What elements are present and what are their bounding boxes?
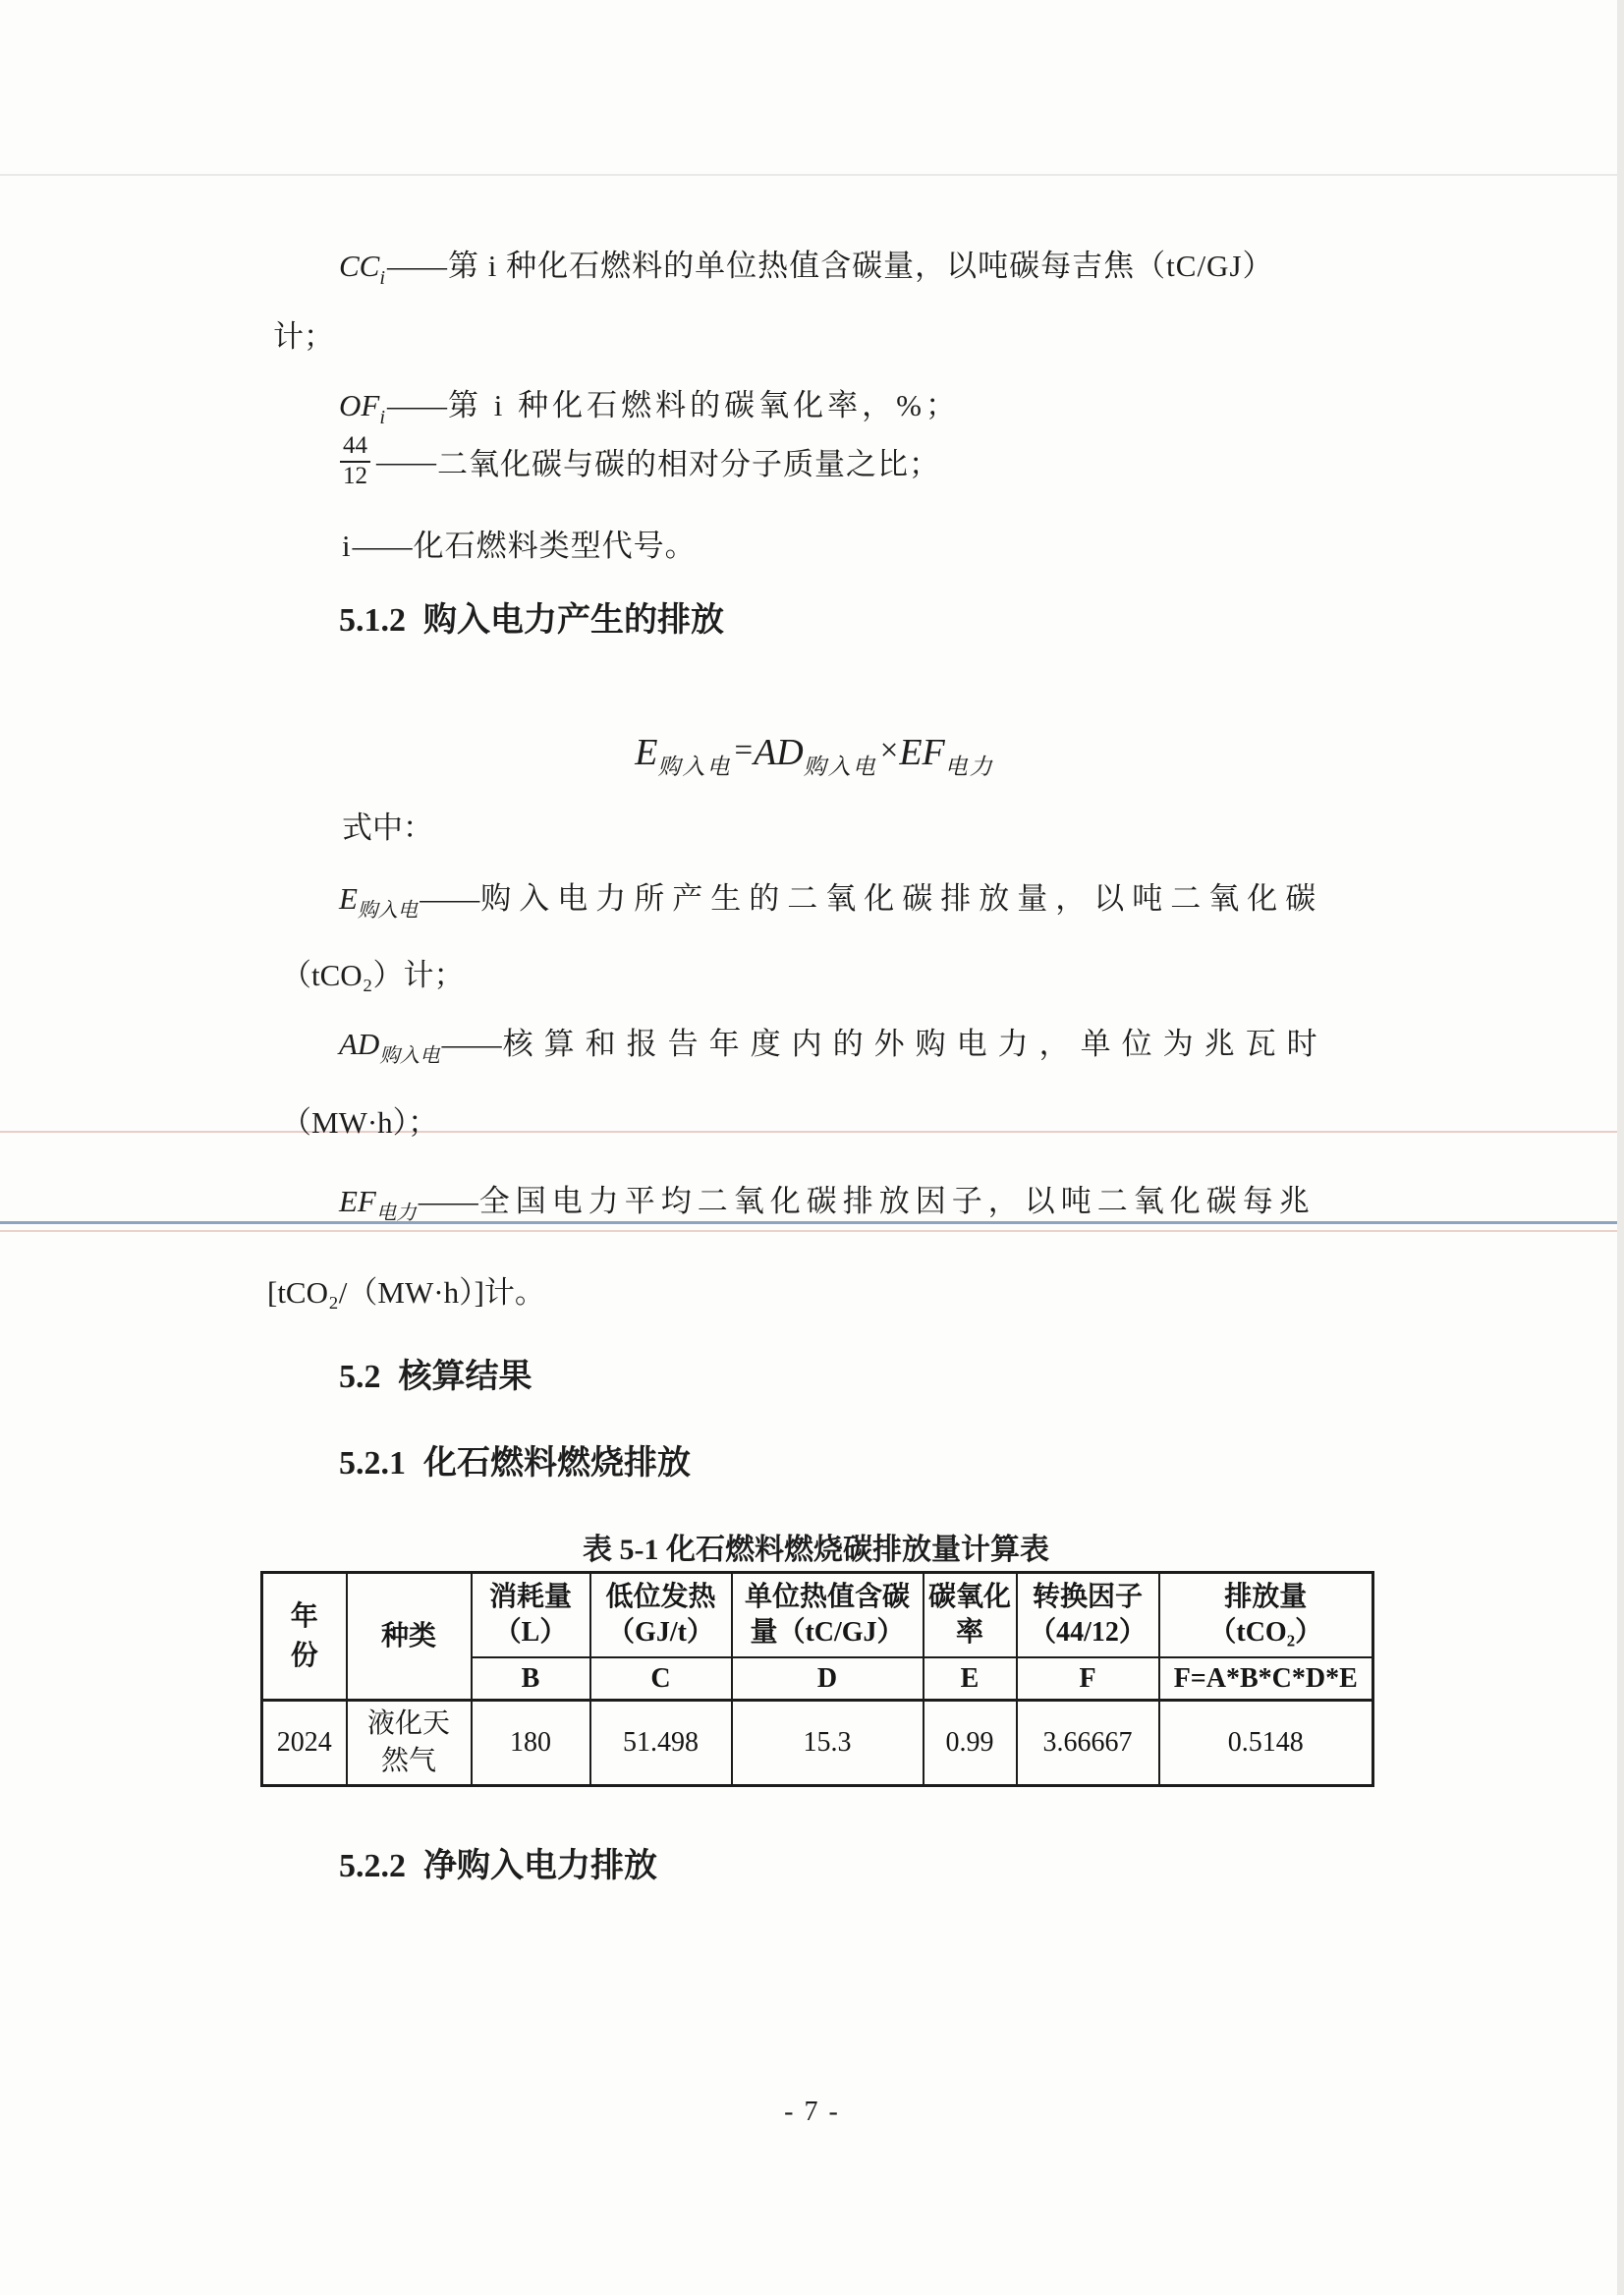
cell-emissions: 0.5148 bbox=[1159, 1701, 1373, 1786]
term-ef-desc: 全国电力平均二氧化碳排放因子，以吨二氧化碳每兆 bbox=[478, 1184, 1316, 1218]
term-i-line bbox=[342, 524, 697, 569]
term-e-var: E bbox=[339, 881, 358, 916]
scan-artifact-line-pink-upper bbox=[0, 1131, 1624, 1133]
section-heading-5-2-2 bbox=[339, 1845, 657, 1888]
col-code-formula: F=A*B*C*D*E bbox=[1159, 1657, 1373, 1701]
col-header-heating-value: 低位发热 （GJ/t） bbox=[590, 1573, 732, 1658]
section-heading-5-1-2 bbox=[339, 599, 724, 643]
col-code-c: C bbox=[590, 1657, 732, 1701]
term-of-var: OF bbox=[339, 388, 380, 422]
where-label: 式中： bbox=[342, 811, 433, 845]
page-number: - 7 - bbox=[784, 2097, 840, 2127]
term-fraction-line bbox=[340, 432, 940, 491]
term-ad-subscript: 购入电 bbox=[379, 1044, 440, 1067]
term-ad-desc: 核算和报告年度内的外购电力，单位为兆瓦时 bbox=[502, 1027, 1328, 1061]
section-title: 化石燃料燃烧排放 bbox=[423, 1445, 691, 1482]
col-code-d: D bbox=[732, 1657, 924, 1701]
formula-ad-subscript: 购入电 bbox=[803, 755, 877, 779]
formula-ad: AD bbox=[754, 732, 804, 773]
term-cc-subscript: i bbox=[379, 266, 386, 289]
term-ef-subscript: 电力 bbox=[375, 1202, 417, 1224]
col-code-f: F bbox=[1017, 1657, 1159, 1701]
cell-year: 2024 bbox=[262, 1701, 347, 1786]
section-title: 购入电力产生的排放 bbox=[423, 602, 724, 639]
term-i-desc: 化石燃料类型代号。 bbox=[413, 529, 697, 563]
purchased-electricity-formula bbox=[0, 725, 1624, 793]
term-of-subscript: i bbox=[379, 406, 386, 428]
cell-consumption: 180 bbox=[472, 1701, 590, 1786]
col-header-oxidation-rate: 碳氧化率 bbox=[924, 1573, 1017, 1658]
term-i-dash: —— bbox=[352, 529, 412, 563]
term-e-dash: —— bbox=[420, 881, 479, 916]
col-header-consumption: 消耗量 （L） bbox=[472, 1573, 590, 1658]
section-number: 5.1.2 bbox=[339, 602, 406, 639]
fraction-denominator: 12 bbox=[343, 462, 367, 489]
col-header-year: 年份 bbox=[262, 1573, 347, 1701]
term-ad-dash: —— bbox=[441, 1027, 501, 1061]
emissions-calculation-table bbox=[260, 1571, 1374, 1787]
col-code-b: B bbox=[472, 1657, 590, 1701]
term-ef-dash: —— bbox=[418, 1184, 477, 1218]
col-header-emissions: 排放量 （tCO₂） bbox=[1159, 1573, 1373, 1658]
formula-multiply: × bbox=[879, 733, 899, 768]
section-heading-5-2 bbox=[339, 1356, 532, 1399]
col-header-conversion-factor: 转换因子 （44/12） bbox=[1017, 1573, 1159, 1658]
col-code-e: E bbox=[924, 1657, 1017, 1701]
term-ad-line bbox=[339, 1022, 1328, 1079]
table-caption: 表 5-1 化石燃料燃烧碳排放量计算表 bbox=[583, 1534, 1049, 1566]
scan-artifact-line-top bbox=[0, 174, 1624, 176]
term-cc-desc: 第 i 种化石燃料的单位热值含碳量，以吨碳每吉焦（tC/GJ） bbox=[448, 249, 1274, 283]
scan-page-edge bbox=[1617, 0, 1624, 2295]
section-number: 5.2.2 bbox=[339, 1848, 406, 1884]
term-fraction-desc: 二氧化碳与碳的相对分子质量之比； bbox=[437, 447, 940, 482]
term-cc-dash: —— bbox=[387, 249, 447, 283]
formula-lhs: E bbox=[635, 732, 658, 773]
term-ef-line bbox=[339, 1179, 1316, 1236]
term-fraction-dash: —— bbox=[376, 443, 435, 478]
cell-oxidation-rate: 0.99 bbox=[924, 1701, 1017, 1786]
cell-carbon-content: 15.3 bbox=[732, 1701, 924, 1786]
formula-lhs-subscript: 购入电 bbox=[657, 755, 732, 779]
section-title: 净购入电力排放 bbox=[423, 1848, 657, 1884]
cell-conversion-factor: 3.66667 bbox=[1017, 1701, 1159, 1786]
term-ad-var: AD bbox=[339, 1027, 380, 1061]
cell-heating-value: 51.498 bbox=[590, 1701, 732, 1786]
formula-ef: EF bbox=[899, 732, 945, 773]
term-of-dash: —— bbox=[387, 388, 447, 422]
formula-equals: = bbox=[734, 733, 754, 768]
col-header-type: 种类 bbox=[347, 1573, 472, 1701]
term-cc-continuation: 计； bbox=[273, 319, 334, 354]
section-title: 核算结果 bbox=[398, 1359, 532, 1395]
section-heading-5-2-1 bbox=[339, 1442, 691, 1485]
term-e-subscript: 购入电 bbox=[357, 899, 419, 922]
col-header-carbon-content: 单位热值含碳量（tC/GJ） bbox=[732, 1573, 924, 1658]
cell-fuel-type: 液化天然气 bbox=[347, 1701, 472, 1786]
term-i-var: i bbox=[342, 529, 351, 563]
term-cc-var: CC bbox=[339, 249, 380, 283]
table-row bbox=[262, 1701, 1373, 1786]
term-of-desc: 第 i 种化石燃料的碳氧化率，%； bbox=[448, 388, 960, 422]
term-cc-line bbox=[339, 244, 1274, 301]
formula-ef-subscript: 电力 bbox=[944, 755, 994, 779]
term-e-desc: 购入电力所产生的二氧化碳排放量，以吨二氧化碳 bbox=[480, 881, 1324, 916]
term-ef-var: EF bbox=[339, 1184, 376, 1218]
fraction-numerator: 44 bbox=[340, 432, 370, 463]
fraction-44-12 bbox=[340, 432, 370, 491]
term-ef-continuation: [tCO₂/（MW·h）]计。 bbox=[267, 1275, 545, 1310]
term-ad-continuation: （MW·h）； bbox=[281, 1105, 439, 1140]
term-e-line bbox=[339, 876, 1323, 933]
term-e-continuation: （tCO₂）计； bbox=[281, 958, 465, 992]
section-number: 5.2.1 bbox=[339, 1445, 406, 1482]
section-number: 5.2 bbox=[339, 1359, 381, 1395]
